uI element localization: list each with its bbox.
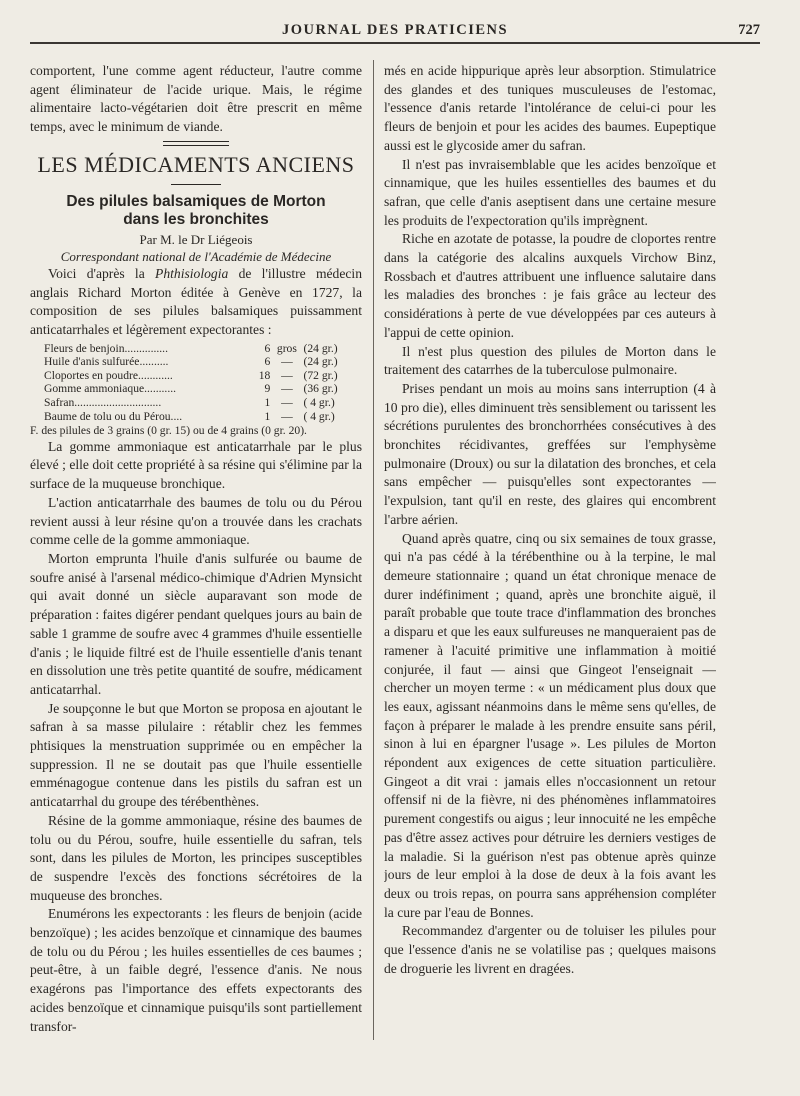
section-rule	[163, 141, 229, 146]
formula-ingredient: Baume de tolu ou du Pérou....	[44, 409, 183, 423]
formula-row	[30, 410, 362, 424]
paragraph: Quand après quatre, cinq ou six semaines de toux grasse, qui n'a pas cédé à la térébenthine ou à la terpine, le mal demeure stationnaire ; quand un état chronique menace de durer indéfiniment ; quand, après une bronchite aiguë, il paraît probable que toute trace d'inflammation des bronches a disparu et que les eaux sulfureuses ne manqueraient pas de ramener à l'acuité primitive une inflammation à moitié conjurée, il faut — ainsi que Gingeot l'enseignait — chercher un moyen terme : « un médicament plus doux que les eaux, agissant néanmoins dans le même sens qu'elles, de façon à préparer le malade à les prendre ensuite sans péril, sinon à lui en épargner l'usage ». Les pilules de Morton répondent aux exigences de cette situation particulière. Gingeot a dit vrai : jamais elles n'occasionnent un retour offensif ni de la fièvre, ni des phénomènes inflammatoires purement congestifs ou aigus ; leur innocuité ne les empêche pas d'être assez actives pour détruire les derniers vestiges de la maladie. Si la guérison n'est pas obtenue après quinze jours de leur emploi à la dose de deux à la fois avant les deux ou trois repas, on pourra sans appréhension compléter la cure par l'eau de Bonnes.	[384, 530, 716, 920]
formula-unit: —	[281, 382, 293, 396]
formula-unit: —	[281, 396, 293, 409]
paragraph: Prises pendant un mois au moins sans interruption (4 à 10 pro die), elles diminuent très sensiblement ou tarissent les sécrétions purulentes des bronchorrhées consécutives à des bronchites récidivantes, greffées sur l'emphysème pulmonaire (Droux) ou sur la dilatation des bronches, et cela sans empêcher — puisqu'elles sont expectorantes — l'expulsion, tant qu'il en reste, des glaires qui encombrent l'arbre aérien.	[384, 380, 716, 527]
paragraph: Je soupçonne le but que Morton se proposa en ajoutant le safran à sa masse pilulaire : rétablir chez les femmes phtisiques la menstruation supprimée ou en empêcher la suppression. Il ne se doutait pas que l'huile essentielle emménagogue contenue dans les pistils du safran est un anticatarrhal du groupe des térébenthènes.	[30, 700, 362, 810]
formula-equivalent: (36 gr.)	[303, 382, 338, 396]
paragraph: més en acide hippurique après leur absorption. Stimulatrice des glandes et des tuniques musculeuses de l'estomac, l'essence d'anis retarde l'intolérance de celui-ci pour les fleurs de benjoin et pour les acides des baumes. Eupeptique aussi est le glycoside amer du safran.	[384, 63, 716, 153]
formula-unit: gros	[276, 341, 297, 355]
page-header	[30, 22, 760, 44]
formula-row	[30, 355, 362, 369]
formula-equivalent: ( 4 gr.)	[303, 396, 335, 409]
formula-equivalent: ( 4 gr.)	[303, 409, 335, 423]
article-title-line-1: Des pilules balsamiques de Morton	[66, 192, 326, 210]
paragraph: Il n'est plus question des pilules de Morton dans le traitement des catarrhes de la tuberculose pulmonaire.	[384, 343, 716, 378]
formula-table	[30, 342, 362, 438]
paragraph: Résine de la gomme ammoniaque, résine des baumes de tolu ou du Pérou, soufre, huile essentielle du safran, tels sont, dans les pilules de Morton, les principes susceptibles de suspendre l'excès des fonctions sécrétoires de la muqueuse des bronches.	[30, 812, 362, 903]
formula-equivalent: (24 gr.)	[303, 341, 338, 355]
formula-quantity: 1	[264, 396, 271, 409]
formula-ingredient: Fleurs de benjoin...............	[44, 341, 168, 355]
formula-quantity: 1	[264, 409, 271, 423]
formula-unit: —	[281, 368, 293, 382]
formula-quantity: 18	[258, 368, 271, 382]
formula-quantity: 6	[264, 341, 271, 355]
article-byline: Par M. le Dr Liégeois	[139, 231, 253, 247]
paragraph: Morton emprunta l'huile d'anis sulfurée ou baume de soufre anisé à l'arsenal médico-chimique d'Adrien Mynsicht qui avait donné un siècle auparavant son mode de préparation : faites digérer pendant quelques jours au bain de sable 1 gramme de soufre avec 4 grammes d'huile essentielle d'anis ; le liquide filtré est de l'huile essentielle d'anis tenant en dissolution une très petite quantité de soufre, médicament anticatarrhal.	[30, 551, 362, 697]
formula-unit: —	[281, 409, 293, 423]
paragraph: L'action anticatarrhale des baumes de tolu ou du Pérou revient aussi à leur résine qu'on a trouvée dans les crachats comme celle de la gomme ammoniaque.	[30, 494, 362, 548]
formula-quantity: 9	[264, 382, 271, 396]
author-affiliation: Correspondant national de l'Académie de Médecine	[60, 248, 332, 264]
formula-quantity: 6	[264, 355, 271, 369]
formula-row	[30, 369, 362, 383]
paragraph	[30, 265, 362, 340]
article-title-line-2: dans les bronchites	[123, 210, 269, 228]
book-title: Phthisiologia	[155, 265, 229, 281]
formula-ingredient: Cloportes en poudre............	[44, 368, 173, 382]
formula-ingredient: Gomme ammoniaque...........	[44, 382, 177, 396]
title-rule	[171, 184, 221, 185]
intro-paragraph: comportent, l'une comme agent réducteur, l'autre comme agent éliminateur de l'acide urique. Mais, le régime alimentaire lacto-végétarien doit être prescrit en même temps, avec le minimum de viande.	[30, 63, 362, 135]
paragraph: Riche en azotate de potasse, la poudre de cloportes rentre dans la catégorie des alcalins auxquels Virchow Binz, Rossbach et d'autres attribuent une influence salutaire dans les maladies des bronches : je fais grâce au lecteur des considérations à perte de vue développées par ces auteurs à l'appui de cette opinion.	[384, 231, 716, 340]
paragraph: Recommandez d'argenter ou de toluiser les pilules pour que l'essence d'anis ne se volatilise pas ; quelques maisons de droguerie les livrent en dragées.	[384, 923, 716, 976]
left-column	[30, 62, 362, 1072]
paragraph: Enumérons les expectorants : les fleurs de benjoin (acide benzoïque) ; les acides benzoïque et cinnamique des baumes de tolu ou du Pérou ; les huiles essentielles de ces baumes ; peut-être, à un faible degré, l'essence d'anis. Ne nous exagérons pas l'importance des effets expectorants des acides benzoïque et cinnamique puisqu'ils sont partiellement transfor-	[30, 906, 362, 1034]
formula-equivalent: (72 gr.)	[303, 368, 338, 382]
paragraph-text: de l'illustre médecin anglais Richard Morton éditée à Genève en 1727, la composition de ses pilules balsamiques puissamment anticatarrhales et légèrement expectorantes :	[30, 265, 362, 337]
formula-note: F. des pilules de 3 grains (0 gr. 15) ou de 4 grains (0 gr. 20).	[30, 424, 307, 438]
formula-equivalent: (24 gr.)	[303, 355, 338, 369]
section-title: LES MÉDICAMENTS ANCIENS	[37, 151, 355, 177]
formula-row	[30, 342, 362, 356]
formula-row	[30, 396, 362, 410]
paragraph-text: Voici d'après la	[48, 265, 156, 281]
formula-ingredient: Safran..............................	[44, 396, 162, 409]
right-column	[384, 62, 716, 1042]
column-divider	[373, 60, 374, 1040]
page-number: 727	[738, 22, 760, 38]
running-title: JOURNAL DES PRATICIENS	[281, 22, 509, 38]
formula-unit: —	[281, 355, 293, 369]
paragraph: La gomme ammoniaque est anticatarrhale par le plus élevé ; elle doit cette propriété à sa résine qui s'élimine par la surface de la muqueuse bronchique.	[30, 438, 362, 492]
formula-ingredient: Huile d'anis sulfurée..........	[44, 355, 169, 369]
formula-row	[30, 382, 362, 396]
paragraph: Il n'est pas invraisemblable que les acides benzoïque et cinnamique, que les huiles essentielles des baumes et du safran, que celle d'anis aseptisent dans une certaine mesure les produits de l'expectoration qu'ils imprègnent.	[384, 156, 716, 228]
